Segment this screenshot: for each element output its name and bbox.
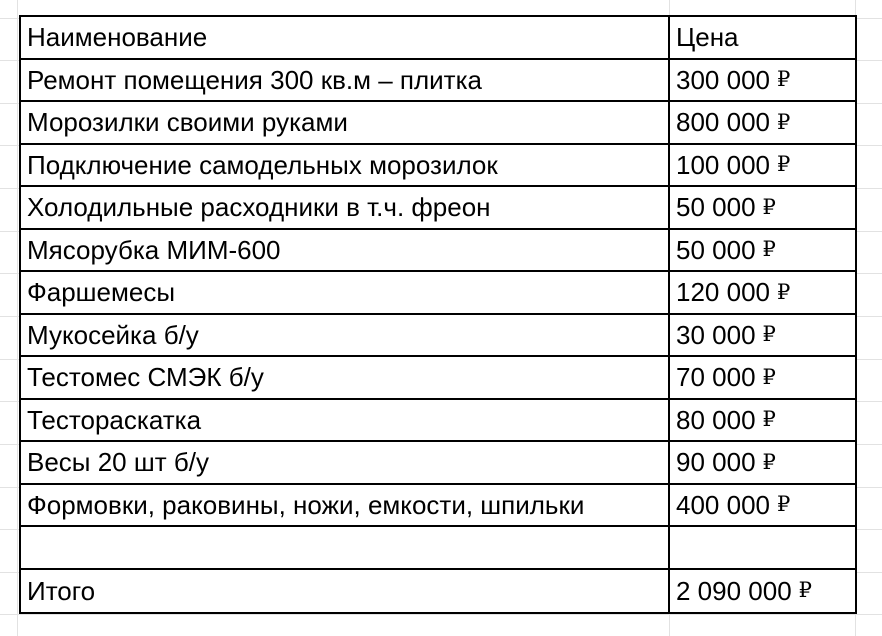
table-row-total — [21, 570, 855, 613]
cell-item-name[interactable] — [21, 527, 670, 568]
cell-item-name[interactable]: Фаршемесы — [21, 272, 670, 313]
table-row — [21, 485, 855, 528]
ruble-sign: ₽ — [762, 449, 776, 474]
cell-item-price[interactable] — [670, 357, 855, 398]
price-amount: 50 000 — [676, 192, 756, 223]
table-row — [21, 272, 855, 315]
table-row — [21, 400, 855, 443]
price-amount: 400 000 — [676, 489, 770, 520]
header-cell-price[interactable]: Цена — [676, 22, 739, 53]
price-amount: 70 000 — [676, 362, 756, 393]
table-header-row — [21, 17, 855, 60]
ruble-sign: ₽ — [798, 578, 813, 603]
cell-item-name[interactable]: Ремонт помещения 300 кв.м – плитка — [21, 60, 670, 101]
header-cell-name[interactable]: Наименование — [21, 17, 670, 58]
price-amount: 2 090 000 — [676, 575, 792, 606]
cell-item-price[interactable] — [670, 187, 855, 228]
cell-item-price[interactable] — [670, 230, 855, 271]
price-amount: 100 000 — [676, 149, 770, 180]
cell-item-name[interactable]: Морозилки своими руками — [21, 102, 670, 143]
ruble-sign: ₽ — [776, 279, 791, 304]
ruble-sign: ₽ — [762, 407, 776, 432]
ruble-sign: ₽ — [776, 109, 791, 134]
price-amount: 90 000 — [676, 447, 756, 478]
ruble-sign: ₽ — [762, 322, 776, 347]
ruble-sign: ₽ — [776, 67, 791, 92]
table-row — [21, 230, 855, 273]
cell-item-name[interactable]: Формовки, раковины, ножи, емкости, шпильки — [21, 485, 670, 526]
cell-item-name[interactable]: Мясорубка МИМ-600 — [21, 230, 670, 271]
table-row — [21, 315, 855, 358]
cell-item-price[interactable] — [670, 400, 855, 441]
grid-line-vertical — [17, 0, 18, 636]
table-row — [21, 187, 855, 230]
table-row — [21, 60, 855, 103]
cell-item-name[interactable]: Тестомес СМЭК б/у — [21, 357, 670, 398]
cell-item-name[interactable]: Холодильные расходники в т.ч. фреон — [21, 187, 670, 228]
price-amount: 80 000 — [676, 404, 756, 435]
table-row-empty — [21, 527, 855, 570]
price-amount: 30 000 — [676, 319, 756, 350]
price-amount: 800 000 — [676, 107, 770, 138]
cell-item-name[interactable]: Итого — [21, 570, 670, 613]
cell-item-price[interactable] — [670, 102, 855, 143]
cell-item-name[interactable]: Подключение самодельных морозилок — [21, 145, 670, 186]
ruble-sign: ₽ — [776, 492, 791, 517]
price-amount: 120 000 — [676, 277, 770, 308]
cell-item-name[interactable]: Мукосейка б/у — [21, 315, 670, 356]
cell-item-price[interactable] — [670, 485, 855, 526]
grid-line-horizontal — [0, 614, 882, 615]
table-row — [21, 442, 855, 485]
cell-item-price[interactable] — [670, 315, 855, 356]
ruble-sign: ₽ — [762, 237, 776, 262]
price-table — [19, 15, 857, 614]
price-amount: 50 000 — [676, 234, 756, 265]
cell-item-price[interactable] — [670, 442, 855, 483]
table-row — [21, 357, 855, 400]
ruble-sign: ₽ — [776, 152, 791, 177]
cell-item-price[interactable] — [670, 570, 855, 613]
table-row — [21, 145, 855, 188]
ruble-sign: ₽ — [762, 364, 776, 389]
ruble-sign: ₽ — [762, 194, 776, 219]
cell-item-price[interactable] — [670, 527, 855, 568]
table-row — [21, 102, 855, 145]
cell-item-price[interactable] — [670, 272, 855, 313]
price-amount: 300 000 — [676, 64, 770, 95]
cell-item-price[interactable] — [670, 145, 855, 186]
cell-item-name[interactable]: Весы 20 шт б/у — [21, 442, 670, 483]
cell-item-price[interactable] — [670, 60, 855, 101]
cell-item-name[interactable]: Тестораскатка — [21, 400, 670, 441]
